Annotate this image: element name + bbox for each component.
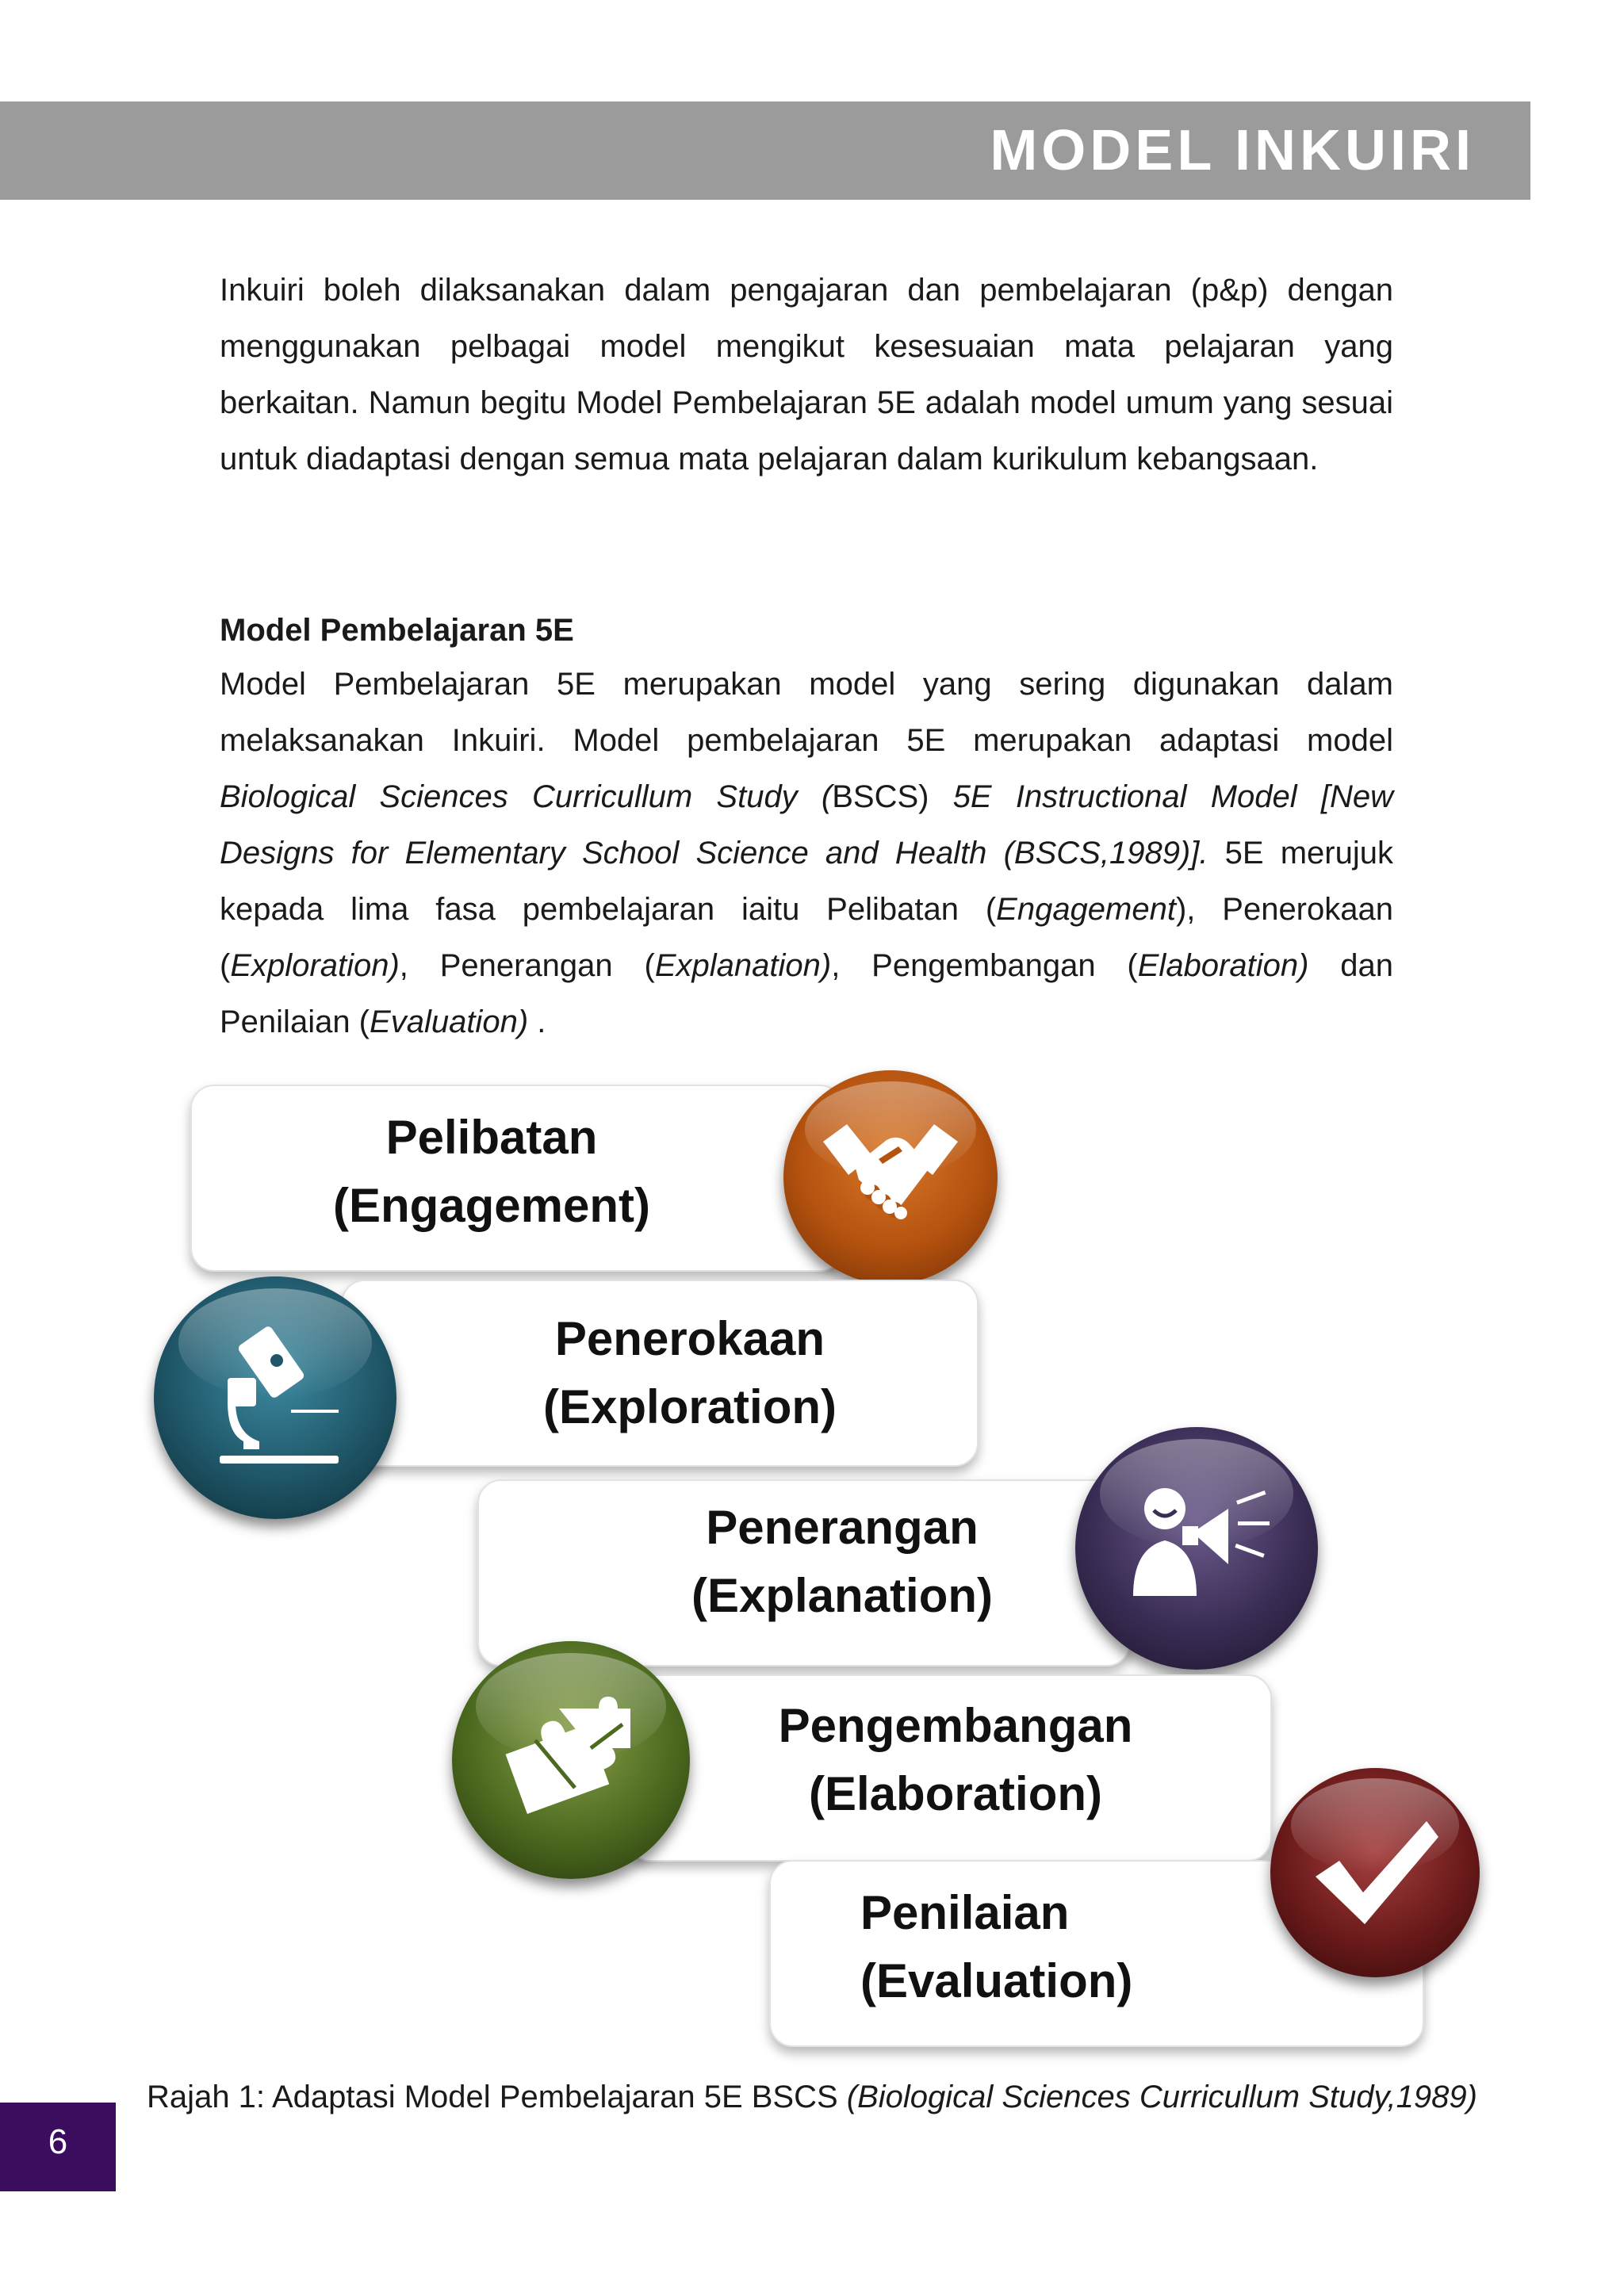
phase-icon-circle-elaboration [452,1641,690,1879]
text-run: , Pengembangan ( [831,948,1138,983]
text-run: . [528,1004,546,1039]
italic-run: Biological Sciences Curricullum Study ( [220,779,833,814]
figure-caption [0,2069,1624,2125]
header-bar [0,101,1530,200]
phase-icon-circle-exploration [154,1276,396,1519]
text-run: BSCS) [832,779,953,814]
phase-label-engagement: Pelibatan (Engagement) [332,1111,651,1232]
page-title: MODEL INKUIRI [990,119,1475,182]
text-run: ), Penerokaan ( [220,892,1393,983]
phase-icon-circle-engagement [783,1070,998,1284]
megaphone-person-icon [1117,1477,1276,1620]
caption-text: Rajah 1: Adaptasi Model Pembelajaran 5E BSCS [147,2080,847,2114]
section-paragraph [220,656,1393,1050]
text-run: Model Pembelajaran 5E merupakan model yang sering digunakan dalam melaksanakan Inkuiri. Model pembelajaran 5E merupakan adaptasi model [220,667,1393,758]
handshake-icon [823,1118,958,1237]
intro-text: Inkuiri boleh dilaksanakan dalam pengajaran dan pembelajaran (p&p) dengan menggunakan pelbagai model mengikut kesesuaian mata pelajaran yang berkaitan. Namun begitu Model Pembelajaran 5E adalah model umum yang sesuai untuk diadaptasi dengan semua mata pelajaran dalam kurikulum kebangsaan. [220,273,1393,476]
phase-label-exploration: Penerokaan (Exploration) [543,1312,837,1433]
microscope-icon [204,1322,347,1473]
puzzle-icon [504,1693,638,1827]
text-run: , Penerangan ( [399,948,655,983]
italic-run: 5E Instructional Model [New Designs for Elementary School Science and Health (BSCS,1989)]. [220,779,1393,871]
checkmark-icon [1308,1813,1442,1932]
5e-diagram [0,1054,1624,2061]
section-text [220,656,1393,1050]
phase-icon-circle-explanation [1075,1427,1318,1670]
italic-run: Explanation) [654,948,832,983]
phase-icon-circle-evaluation [1270,1768,1480,1977]
page-number: 6 [48,2122,68,2161]
italic-run: Exploration) [230,948,400,983]
intro-paragraph [220,262,1393,488]
phase-label-elaboration: Pengembangan (Elaboration) [778,1699,1133,1820]
page-number-box [0,2103,116,2191]
phase-label-explanation: Penerangan (Explanation) [691,1501,993,1622]
italic-run: Evaluation) [370,1004,529,1039]
text-run: dan Penilaian ( [220,948,1393,1039]
italic-run: Engagement [996,892,1176,927]
phase-label-evaluation: Penilaian (Evaluation) [860,1886,1133,2007]
section-heading: Model Pembelajaran 5E [220,613,574,648]
text-run: 5E merujuk kepada lima fasa pembelajaran iaitu Pelibatan ( [220,836,1393,927]
caption-italic: (Biological Sciences Curricullum Study,1989) [846,2080,1477,2114]
italic-run: Elaboration) [1137,948,1309,983]
